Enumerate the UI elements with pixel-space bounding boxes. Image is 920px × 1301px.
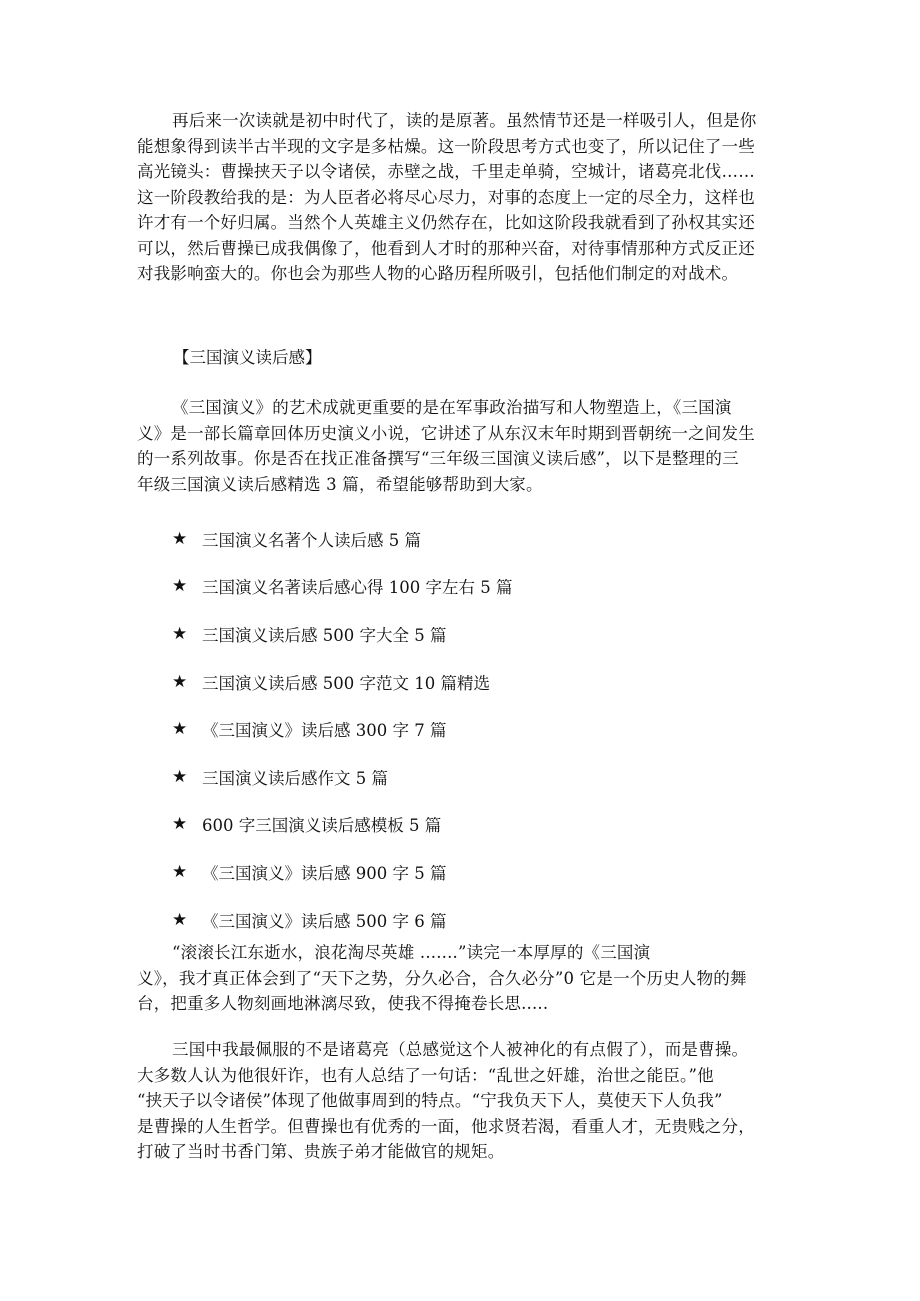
star-icon: ★	[172, 671, 188, 692]
paragraph-line: 高光镜头：曹操挟天子以令诸侯，赤壁之战，千里走单骑，空城计，诸葛亮北伐……	[137, 162, 755, 181]
paragraph-line: 能想象得到读半古半现的文字是多枯燥。这一阶段思考方式也变了，所以记住了一些	[137, 136, 755, 156]
list-item[interactable]	[172, 563, 512, 611]
paragraph-line: 义》是一部长篇章回体历史演义小说，它讲述了从东汉末年时期到晋朝统一之间发生	[137, 423, 755, 443]
star-icon: ★	[172, 719, 188, 740]
list-item[interactable]	[172, 658, 512, 706]
paragraph-line: 的一系列故事。你是否在找正准备撰写“三年级三国演义读后感”，以下是整理的三	[137, 449, 739, 468]
paragraph-line: 三国中我最佩服的不是诸葛亮（总感觉这个人被神化的有点假了），而是曹操。	[172, 1040, 749, 1059]
list-item-label: 600 字三国演义读后感模板 5 篇	[202, 816, 442, 836]
list-item-label: 《三国演义》读后感 300 字 7 篇	[202, 721, 447, 741]
star-icon: ★	[172, 528, 188, 549]
paragraph-line: 义》，我才真正体会到了“天下之势，分久必合，合久必分”0 它是一个历史人物的舞	[137, 968, 747, 988]
paragraph-line: 这一阶段教给我的是：为人臣者必将尽心尽力，对事的态度上一定的尽全力，这样也	[137, 187, 755, 207]
star-icon: ★	[172, 909, 188, 930]
paragraph-line: 许才有一个好归属。当然个人英雄主义仍然存在，比如这阶段我就看到了孙权其实还	[137, 213, 755, 232]
list-item-label: 三国演义读后感 500 字大全 5 篇	[202, 625, 447, 645]
paragraph-line: 再后来一次读就是初中时代了，读的是原著。虽然情节还是一样吸引人，但是你	[172, 111, 757, 130]
paragraph-line: 是曹操的人生哲学。但曹操也有优秀的一面，他求贤若渴，看重人才，无贵贱之分，	[137, 1116, 755, 1136]
list-item-label: 三国演义读后感 500 字范文 10 篇精选	[202, 673, 490, 693]
paragraph-line: 台，把重多人物刻画地淋漓尽致，使我不得掩卷长思.....	[137, 994, 549, 1013]
star-icon: ★	[172, 576, 188, 597]
list-item[interactable]	[172, 896, 512, 944]
paragraph-line: “挟天子以令诸侯”体现了他做事周到的特点。“宁我负天下人，莫使天下人负我”	[137, 1091, 723, 1110]
paragraph-intro	[137, 395, 777, 497]
paragraph-line: “滚滚长江东逝水，浪花淘尽英雄 .......”读完一本厚厚的《三国演	[172, 943, 651, 962]
star-icon: ★	[172, 766, 188, 787]
paragraph-quote	[137, 940, 777, 1017]
list-item-label: 三国演义名著读后感心得 100 字左右 5 篇	[202, 578, 513, 598]
paragraph-line: 打破了当时书香门第、贵族子弟才能做官的规矩。	[137, 1142, 505, 1161]
star-icon: ★	[172, 861, 188, 882]
paragraph-caocao	[137, 1037, 777, 1165]
star-icon: ★	[172, 623, 188, 644]
list-item-label: 三国演义读后感作文 5 篇	[202, 768, 388, 788]
paragraph-line: 对我影响蛮大的。你也会为那些人物的心路历程所吸引，包括他们制定的对战术。	[137, 264, 739, 283]
list-item-label: 《三国演义》读后感 500 字 6 篇	[202, 911, 447, 931]
list-item[interactable]	[172, 753, 512, 801]
list-item[interactable]	[172, 515, 512, 563]
paragraph-line: 大多数人认为他很奸诈，也有人总结了一句话：“乱世之奸雄，治世之能臣。”他	[137, 1065, 714, 1085]
article-link-list	[172, 515, 512, 943]
star-icon: ★	[172, 814, 188, 835]
paragraph-line: 《三国演义》的艺术成就更重要的是在军事政治描写和人物塑造上，《三国演	[172, 398, 732, 417]
paragraph-line: 可以，然后曹操已成我偶像了，他看到人才时的那种兴奋，对待事情那种方式反正还	[137, 238, 755, 258]
list-item[interactable]	[172, 705, 512, 753]
paragraph-reading-memory	[137, 108, 777, 287]
list-item[interactable]	[172, 801, 512, 849]
list-item-label: 三国演义名著个人读后感 5 篇	[202, 530, 421, 550]
list-item[interactable]	[172, 610, 512, 658]
list-item[interactable]	[172, 848, 512, 896]
paragraph-line: 年级三国演义读后感精选 3 篇，希望能够帮助到大家。	[137, 474, 543, 494]
list-item-label: 《三国演义》读后感 900 字 5 篇	[202, 863, 447, 883]
section-heading: 【三国演义读后感】	[173, 348, 322, 367]
